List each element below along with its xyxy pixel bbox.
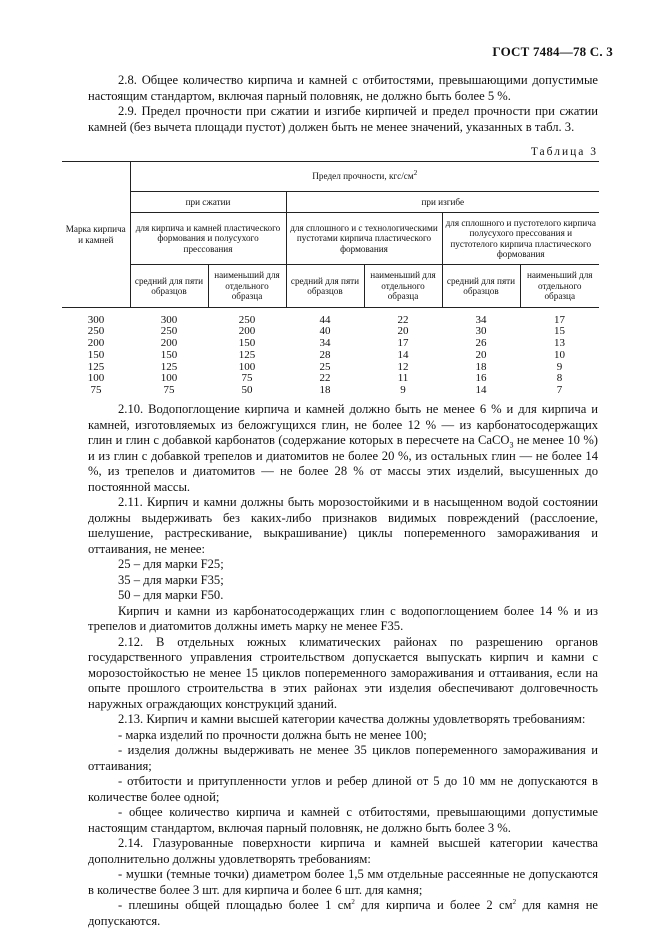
table-cell: 17 (554, 313, 565, 326)
table-cell: 14 (397, 348, 409, 361)
table-cell: 125 (238, 348, 256, 361)
table-cell: 22 (397, 313, 409, 326)
group-3-header: для сплошного и пустотелого кирпича полусухого прессования и пустотелого кирпича пластического формования (442, 213, 599, 265)
table-cell: 18 (319, 384, 331, 397)
table-cell: 125 (160, 360, 178, 373)
top-paragraphs (88, 73, 598, 135)
table-cell: 44 (319, 313, 331, 326)
bend-header: при изгибе (286, 192, 599, 213)
table-cell: 150 (87, 348, 105, 361)
table-cell: 17 (397, 337, 409, 350)
table-caption: Таблица 3 (530, 146, 598, 158)
paragraph-2-9: 2.9. Предел прочности при сжатии и изгибе кирпичей и предел прочности при сжатии камней (без вычета площади пустот) должен быть не менее значений, указанных в табл. 3. (88, 104, 598, 134)
table-cell: 125 (87, 360, 105, 373)
table-cell: 7 (556, 384, 563, 397)
table-cell: 10 (554, 348, 565, 361)
min-header: наименьший для отдельного образца (520, 265, 599, 308)
table-cell: 14 (475, 384, 487, 397)
table-cell: 200 (160, 337, 178, 350)
paragraph-2-13: 2.13. Кирпич и камни высшей категории качества должны удовлетворять требованиям: (118, 712, 586, 726)
table-cell: 13 (554, 337, 565, 350)
table-cell: 300 (87, 313, 105, 326)
min-header: наименьший для отдельного образца (364, 265, 442, 308)
table-cell: 50 (241, 384, 253, 397)
table-cell: 75 (163, 384, 175, 397)
frost-item: 35 – для марки F35; (118, 572, 224, 587)
table-cell: 20 (397, 325, 409, 338)
avg-header: средний для пяти образцов (130, 265, 208, 308)
list-item: - изделия должны выдерживать не менее 35 циклов попеременного замораживания и оттаивания; (88, 743, 598, 773)
list-item: - отбитости и притупленности углов и ребер длиной от 5 до 10 мм не допускаются в количестве более одной; (88, 774, 598, 804)
frost-item: 25 – для марки F25; (118, 557, 224, 571)
list-item: - мушки (темные точки) диаметром более 1,5 мм отдельные рассеянные не допускаются в количестве более 3 шт. для кирпича и более 6 шт. для камня; (88, 867, 598, 897)
table-cell: 9 (400, 384, 406, 397)
body-text (88, 402, 598, 929)
table-cell: 34 (319, 337, 331, 350)
table-cell: 26 (475, 337, 487, 350)
min-header: наименьший для отдельного образца (208, 265, 286, 308)
table-cell: 75 (241, 372, 253, 385)
page-header: ГОСТ 7484—78 С. 3 (492, 44, 613, 59)
table-cell: 8 (556, 372, 563, 385)
table-row (62, 362, 599, 374)
table-cell: 20 (475, 348, 487, 361)
list-item: - общее количество кирпича и камней с отбитостями, превышающими допустимые настоящим стандартом, включая парный половняк, не должно быть более 3 %. (88, 805, 598, 835)
paragraph-2-8: 2.8. Общее количество кирпича и камней с отбитостями, превышающими допустимые настоящим стандартом, включая парный половняк, не должно быть более 5 %. (88, 73, 598, 103)
paragraph-2-10: 2.10. Водопоглощение кирпича и камней должно быть не менее 6 % и для кирпича и камней, изготовляемых из беложгущихся глин, не более 12 % — из карбонатосодержащих глин и глин с добавкой карбонатов (содержание которых в пересчете на CaCO$_3$ не менее 10 %) и из глин с добавкой трепелов и диатомитов не более 20 %, из остальных глин — не более 14 %, из трепелов и диатомитов — не более 28 % от массы этих изделий, высушенных до постоянной массы. (88, 402, 598, 494)
table-cell: 25 (319, 360, 331, 373)
paragraph-2-12: 2.12. В отдельных южных климатических районах по разрешению органов государственного управления строительством допускается выпускать кирпич и камни с морозостойкостью не менее 15 циклов попеременного замораживания и оттаивания, если на опыте прошлого строительства в этих районах эти изделия обеспечивают долговечность наружных ограждающих конструкций зданий. (88, 634, 598, 711)
table-row (62, 350, 599, 362)
col-mark-header: Марка кирпича и камней (62, 162, 130, 308)
table-cell: 100 (160, 372, 178, 385)
table-cell: 28 (319, 348, 331, 361)
table-cell: 150 (160, 348, 178, 361)
table-cell: 11 (397, 372, 409, 385)
table-cell: 100 (87, 372, 105, 385)
paragraph-2-11-note: Кирпич и камни из карбонатосодержащих глин с водопоглощением более 14 % и из трепелов и диатомитов должны иметь марку не менее F35. (88, 603, 598, 633)
table-cell: 200 (87, 337, 105, 350)
table-3 (62, 161, 599, 397)
list-item: - плешины общей площадью более 1 $см^2$ для кирпича и более 2 $см^2$ для камня не допускаются. (88, 897, 599, 928)
table-cell: 9 (556, 360, 563, 373)
table-cell: 22 (319, 372, 331, 385)
table-cell: 16 (475, 372, 487, 385)
table-cell: 34 (475, 313, 487, 326)
frost-item: 50 – для марки F50. (118, 588, 224, 602)
table-cell: 100 (238, 360, 256, 373)
table-cell: 250 (160, 325, 178, 338)
compress-header: при сжатии (130, 192, 286, 213)
group-2-header: для сплошного и с технологическими пустотами кирпича пластического формования (286, 213, 442, 265)
group-1-header: для кирпича и камней пластического формования и полусухого прессования (130, 213, 286, 265)
table-cell: 75 (90, 384, 102, 397)
table-cell: 15 (554, 325, 565, 338)
table-cell: 12 (397, 360, 409, 373)
avg-header: средний для пяти образцов (286, 265, 364, 308)
paragraph-2-14: 2.14. Глазурованные поверхности кирпича и камней высшей категории качества дополнительно должны удовлетворять требованиям: (88, 836, 598, 866)
table-cell: 40 (319, 325, 331, 338)
table-cell: 250 (238, 313, 256, 326)
strength-header: Предел прочности, кгс/$см^2$ (130, 162, 599, 192)
paragraph-2-11: 2.11. Кирпич и камни должны быть морозостойкими и в насыщенном водой состоянии должны выдерживать без каких-либо признаков видимых повреждений (расслоение, шелушение, растрескивание, выкрашивание) циклы попеременного замораживания и оттаивания, не менее: (88, 495, 598, 556)
avg-header: средний для пяти образцов (442, 265, 520, 308)
table-cell: 200 (238, 325, 256, 338)
table-cell: 30 (475, 325, 487, 338)
table-cell: 18 (475, 360, 487, 373)
table-cell: 300 (160, 313, 178, 326)
table-cell: 250 (87, 325, 105, 338)
table-row (62, 385, 599, 397)
table-cell: 150 (238, 337, 256, 350)
list-item: - марка изделий по прочности должна быть не менее 100; (118, 727, 427, 742)
